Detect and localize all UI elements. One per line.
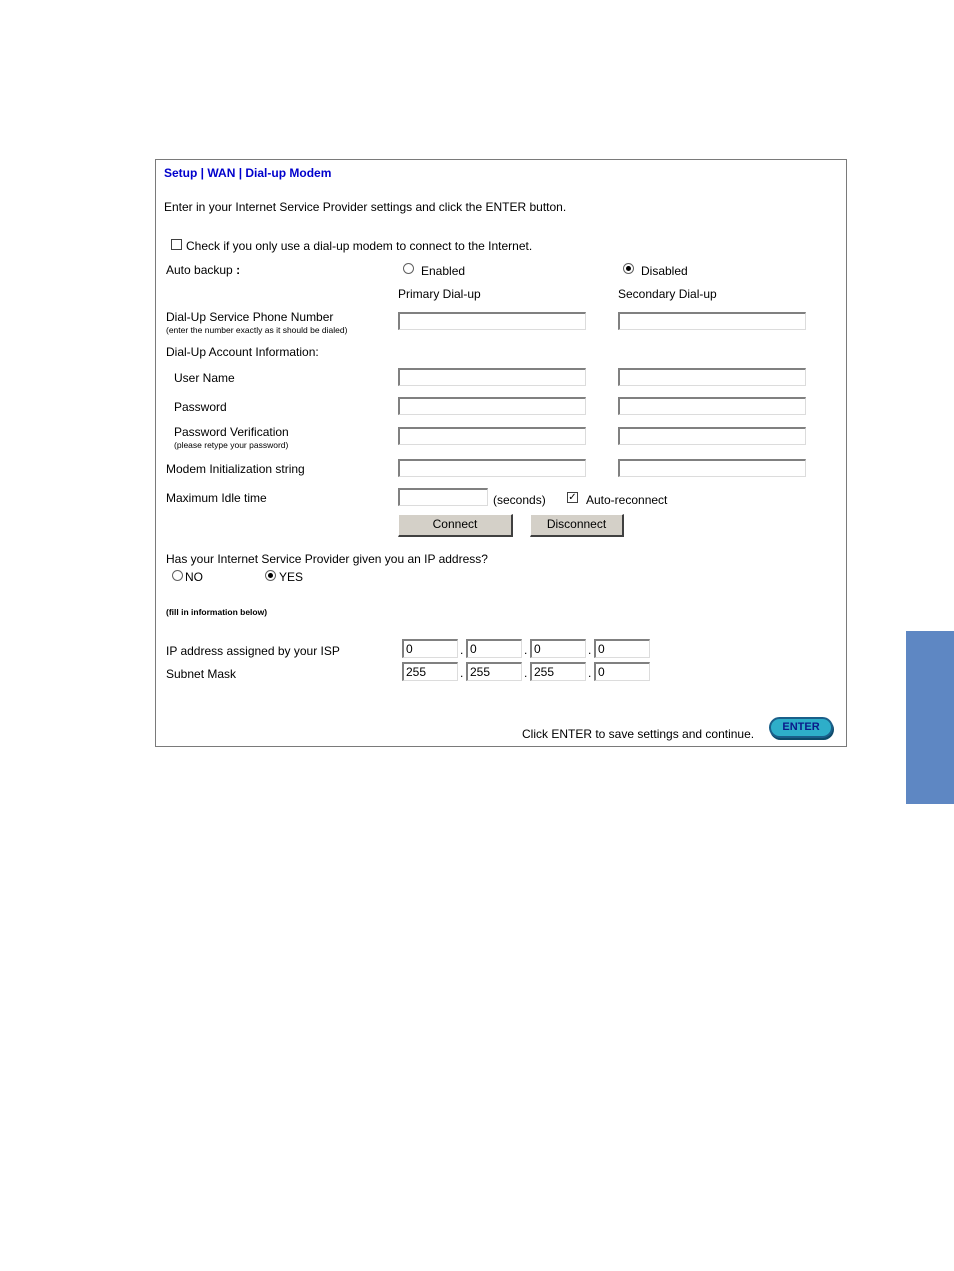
- enter-button[interactable]: ENTER: [769, 717, 833, 738]
- ip-yes-label: YES: [279, 570, 304, 584]
- ip-octet-4-input[interactable]: [594, 639, 650, 658]
- subnet-octet-3-input[interactable]: [530, 662, 586, 681]
- subnet-mask-label: Subnet Mask: [166, 667, 237, 681]
- subnet-octet-4-input[interactable]: [594, 662, 650, 681]
- subnet-octet-1-input[interactable]: [402, 662, 458, 681]
- secondary-dialup-heading: Secondary Dial-up: [618, 287, 717, 301]
- ip-yes-radio[interactable]: [265, 570, 276, 581]
- primary-username-input[interactable]: [398, 368, 586, 386]
- ip-no-radio[interactable]: [172, 570, 183, 581]
- ip-dot: .: [588, 643, 592, 657]
- subnet-octet-2-input[interactable]: [466, 662, 522, 681]
- idle-time-unit: (seconds): [493, 493, 546, 507]
- ip-address-label: IP address assigned by your ISP: [166, 644, 340, 658]
- secondary-modem-init-input[interactable]: [618, 459, 806, 477]
- account-info-heading: Dial-Up Account Information:: [166, 345, 319, 359]
- auto-backup-enabled-radio[interactable]: [403, 263, 414, 274]
- password-label: Password: [174, 400, 227, 414]
- secondary-username-input[interactable]: [618, 368, 806, 386]
- ip-octet-1-input[interactable]: [402, 639, 458, 658]
- password-verify-hint: (please retype your password): [174, 440, 289, 450]
- ip-octet-3-input[interactable]: [530, 639, 586, 658]
- subnet-dot: .: [524, 666, 528, 680]
- auto-reconnect-label: Auto-reconnect: [586, 493, 668, 507]
- primary-dialup-heading: Primary Dial-up: [398, 287, 481, 301]
- idle-time-label: Maximum Idle time: [166, 491, 267, 505]
- dialup-only-label: Check if you only use a dial-up modem to connect to the Internet.: [186, 239, 533, 253]
- subnet-dot: .: [588, 666, 592, 680]
- side-tab: [906, 631, 954, 804]
- primary-phone-input[interactable]: [398, 312, 586, 330]
- ip-dot: .: [524, 643, 528, 657]
- subnet-dot: .: [460, 666, 464, 680]
- fill-info-hint: (fill in information below): [166, 607, 268, 617]
- primary-password-verify-input[interactable]: [398, 427, 586, 445]
- primary-password-input[interactable]: [398, 397, 586, 415]
- primary-modem-init-input[interactable]: [398, 459, 586, 477]
- phone-number-label: Dial-Up Service Phone Number: [166, 310, 334, 324]
- ip-octet-2-input[interactable]: [466, 639, 522, 658]
- ip-no-label: NO: [185, 570, 203, 584]
- phone-number-hint: (enter the number exactly as it should be dialed): [166, 325, 348, 335]
- disconnect-button[interactable]: Disconnect: [530, 514, 624, 537]
- save-instruction-text: Click ENTER to save settings and continue.: [522, 727, 755, 741]
- secondary-phone-input[interactable]: [618, 312, 806, 330]
- intro-text: Enter in your Internet Service Provider settings and click the ENTER button.: [164, 200, 567, 214]
- idle-time-input[interactable]: [398, 488, 488, 506]
- breadcrumb: Setup | WAN | Dial-up Modem: [164, 166, 332, 180]
- auto-backup-enabled-label: Enabled: [421, 264, 466, 278]
- ip-question-text: Has your Internet Service Provider given you an IP address?: [166, 552, 488, 566]
- ip-dot: .: [460, 643, 464, 657]
- auto-reconnect-checkbox[interactable]: ✓: [568, 492, 577, 503]
- secondary-password-input[interactable]: [618, 397, 806, 415]
- password-verify-label: Password Verification: [174, 425, 289, 439]
- connect-button[interactable]: Connect: [398, 514, 513, 537]
- modem-init-label: Modem Initialization string: [166, 462, 305, 476]
- username-label: User Name: [174, 371, 235, 385]
- auto-backup-label: Auto backup :: [166, 263, 241, 277]
- secondary-password-verify-input[interactable]: [618, 427, 806, 445]
- dialup-only-checkbox[interactable]: [171, 239, 182, 250]
- auto-backup-disabled-label: Disabled: [641, 264, 688, 278]
- auto-backup-disabled-radio[interactable]: [623, 263, 634, 274]
